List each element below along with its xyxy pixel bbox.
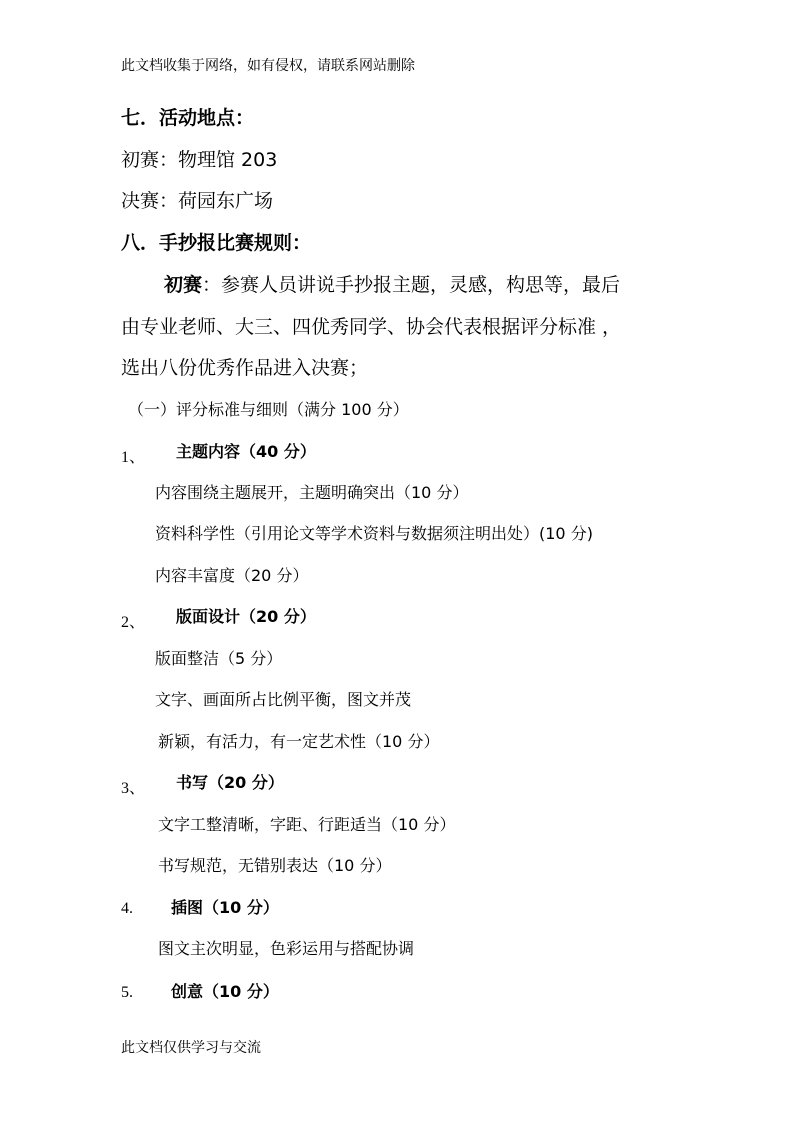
intro-label: 初赛 bbox=[164, 274, 203, 296]
item-1-line-3: 内容丰富度（20 分） bbox=[155, 566, 309, 585]
item-5-number: 5. bbox=[121, 984, 133, 1001]
item-4-line-1: 图文主次明显，色彩运用与搭配协调 bbox=[158, 939, 415, 958]
page-footer: 此文档仅供学习与交流 bbox=[121, 1040, 261, 1056]
intro-line-1 bbox=[164, 276, 620, 295]
item-2-line-3: 新颖，有活力，有一定艺术性（10 分） bbox=[158, 732, 440, 751]
criteria-title: （一）评分标准与细则（满分 100 分） bbox=[128, 400, 409, 419]
item-1-number: 1、 bbox=[121, 449, 146, 466]
item-3-title: 书写（20 分） bbox=[176, 773, 284, 792]
prelim-location: 初赛：物理馆 203 bbox=[121, 149, 278, 171]
intro-line-3: 选出八份优秀作品进入决赛； bbox=[121, 357, 369, 379]
item-1-line-1: 内容围绕主题展开，主题明确突出（10 分） bbox=[155, 483, 469, 502]
item-2-line-2: 文字、画面所占比例平衡，图文并茂 bbox=[155, 690, 412, 709]
intro-text-1: ：参赛人员讲说手抄报主题，灵感，构思等，最后 bbox=[202, 274, 621, 296]
item-5-title: 创意（10 分） bbox=[171, 982, 279, 1001]
item-2-title: 版面设计（20 分） bbox=[176, 607, 316, 626]
item-1-line-2: 资料科学性（引用论文等学术资料与数据须注明出处）(10 分) bbox=[155, 524, 593, 543]
item-3-number: 3、 bbox=[121, 780, 146, 797]
final-location: 决赛：荷园东广场 bbox=[121, 190, 274, 212]
item-2-number: 2、 bbox=[121, 614, 146, 631]
item-4-number: 4. bbox=[121, 900, 133, 917]
item-1-title: 主题内容（40 分） bbox=[176, 442, 316, 461]
page-header: 此文档收集于网络，如有侵权，请联系网站删除 bbox=[121, 58, 415, 74]
intro-line-2: 由专业老师、大三、四优秀同学、协会代表根据评分标准 ， bbox=[121, 316, 622, 338]
item-2-line-1: 版面整洁（5 分） bbox=[155, 649, 283, 668]
item-3-line-2: 书写规范，无错别表达（10 分） bbox=[158, 856, 392, 875]
section-8-title: 八．手抄报比赛规则： bbox=[121, 232, 312, 254]
item-4-title: 插图（10 分） bbox=[171, 898, 279, 917]
item-3-line-1: 文字工整清晰，字距、行距适当（10 分） bbox=[158, 815, 456, 834]
section-7-title: 七．活动地点： bbox=[121, 107, 255, 129]
